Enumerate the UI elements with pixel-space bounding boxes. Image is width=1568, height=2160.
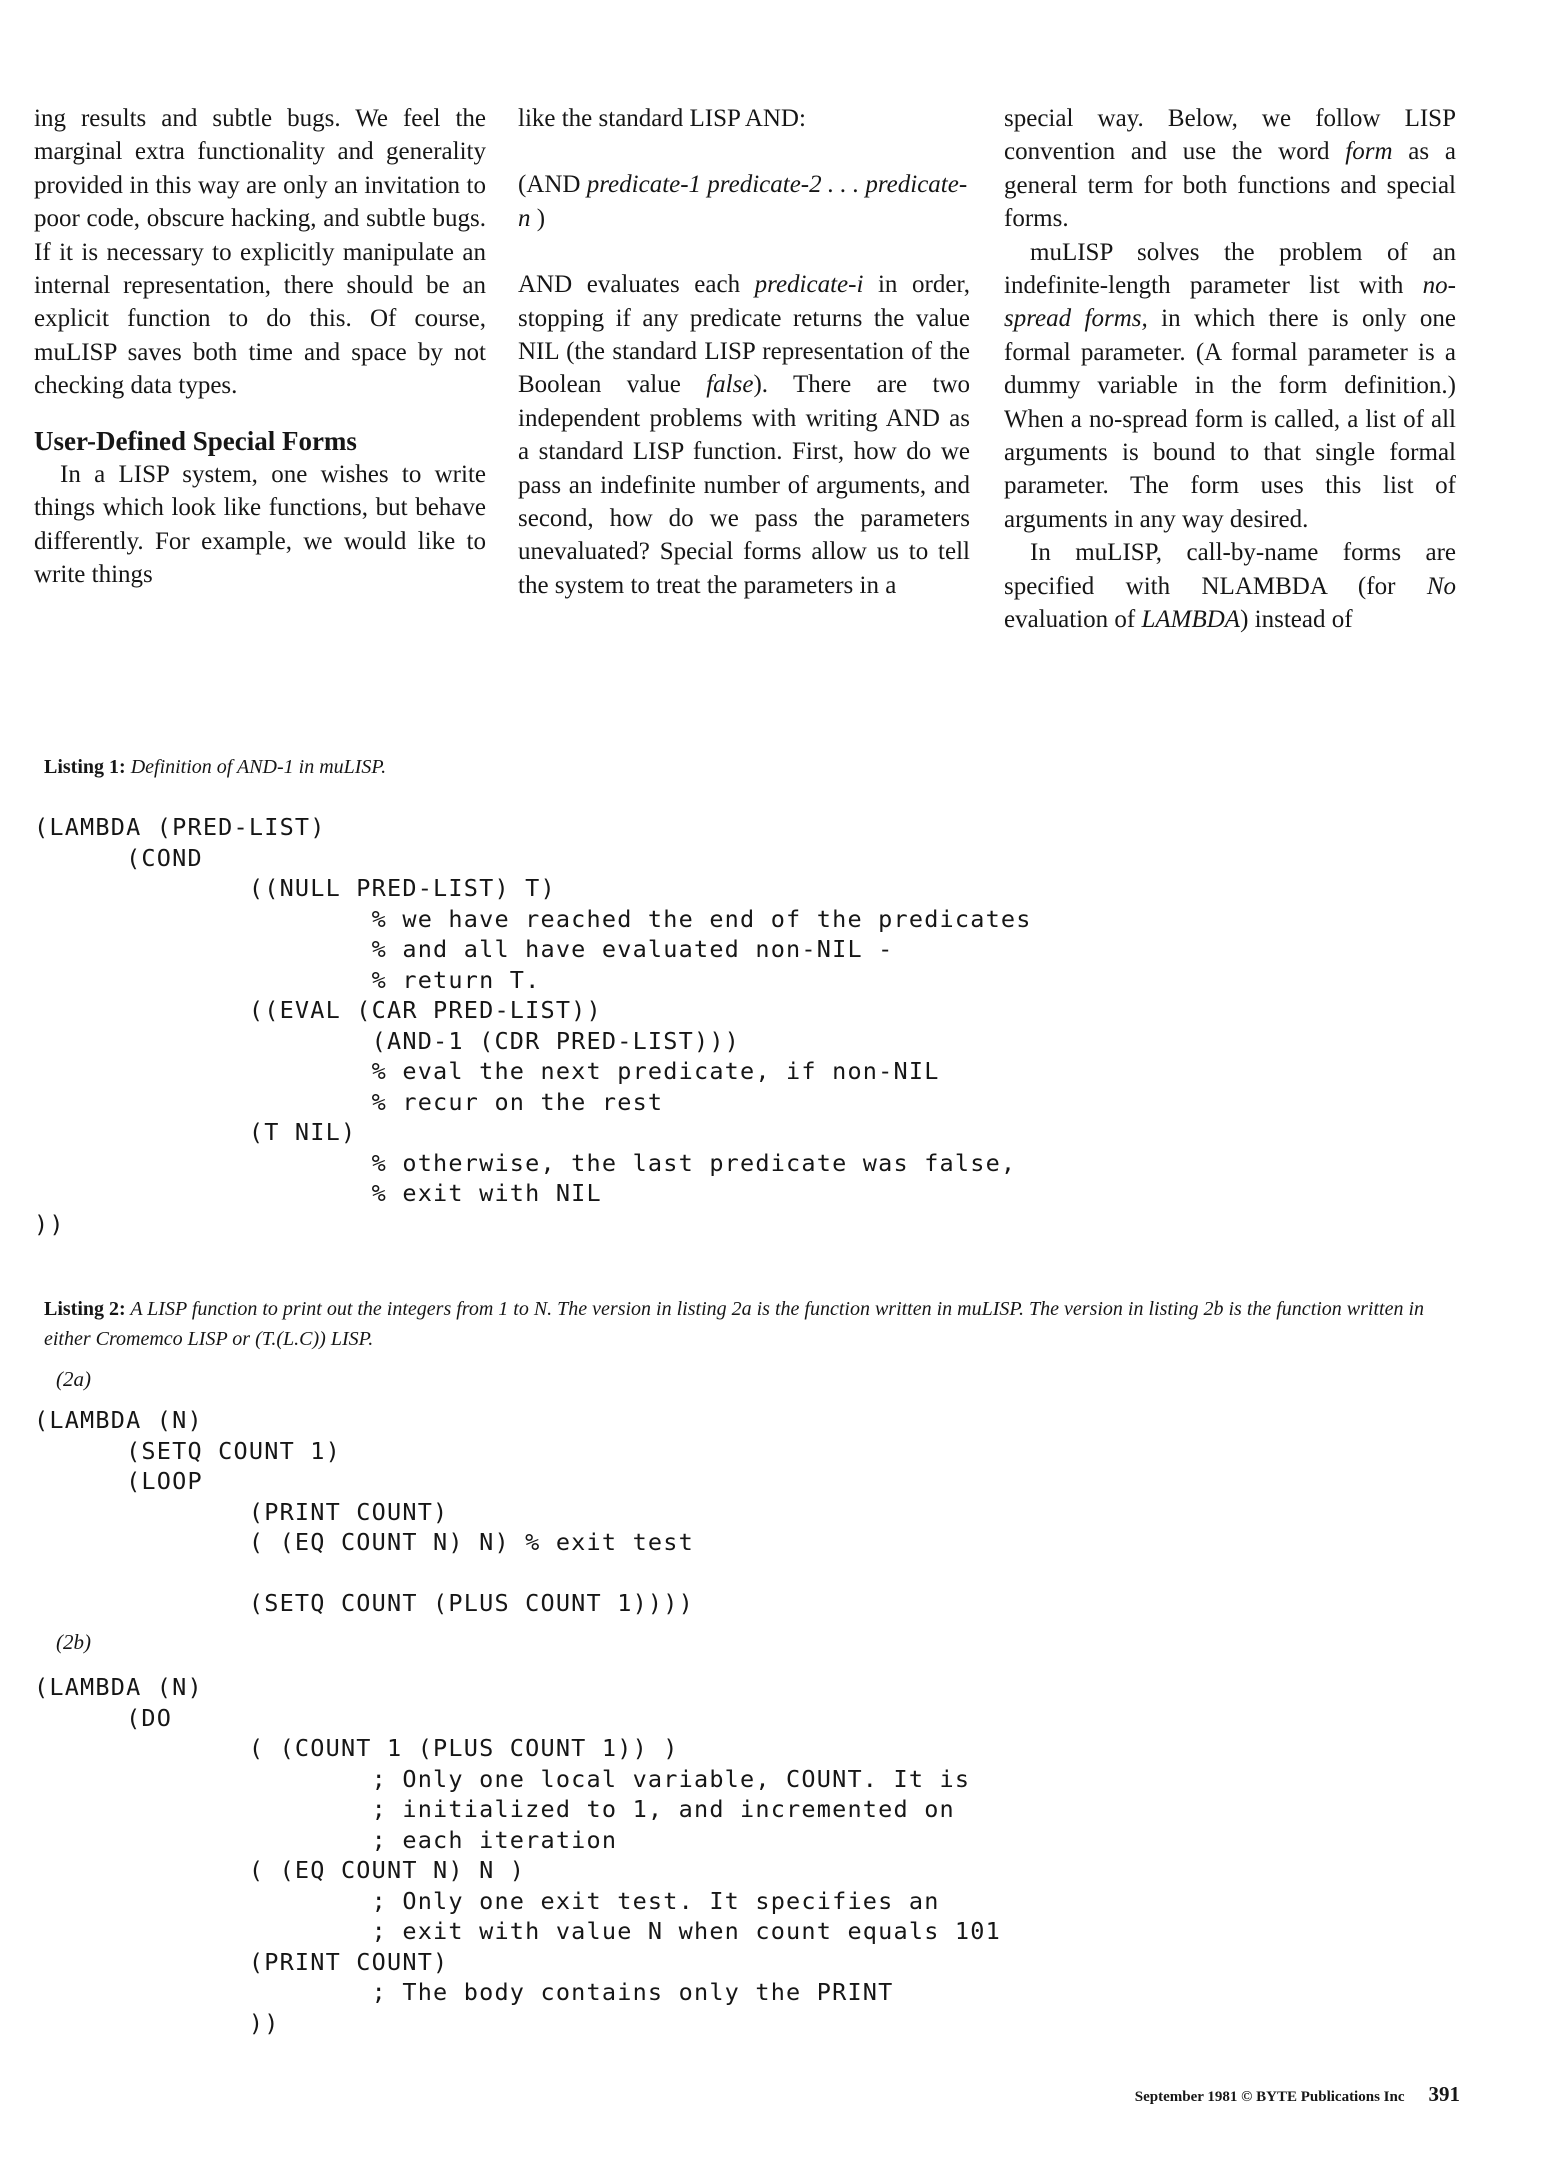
listing-2a-label: (2a) xyxy=(56,1367,91,1391)
and-close: ) xyxy=(530,204,546,232)
and-arguments: predicate-1 predicate-2 . . . predicate-n xyxy=(518,171,968,232)
page-footer xyxy=(1135,2082,1460,2107)
text-column-1 xyxy=(34,102,486,592)
and-keyword: (AND xyxy=(518,171,587,199)
text-column-2 xyxy=(518,102,970,602)
listing-2b-label: (2b) xyxy=(56,1630,91,1654)
text-column-3 xyxy=(1004,102,1456,637)
listing-2-caption: Listing 2: A LISP function to print out the integers from 1 to N. The version in listing 2a is the function written in muLISP. The version in listing 2b is the function written in either Cromemco LISP or (T.(L.C)) LISP. xyxy=(44,1298,1425,1350)
listing-1-code: (LAMBDA (PRED-LIST) (COND ((NULL PRED-LIST) T) % we have reached the end of the predicates % and all have evaluated non-NIL - % return T. ((EVAL (CAR PRED-LIST)) (AND-1 (CDR PRED-LIST))) % eval the next predicate, if non-NIL % recur on the rest (T NIL) % otherwise, the last predicate was false, % exit with NIL )) xyxy=(34,813,1032,1238)
paragraph: In muLISP, call-by-name forms are specified with NLAMBDA (for No evaluation of LAMBDA) instead of xyxy=(1004,539,1456,634)
paragraph: special way. Below, we follow LISP convention and use the word form as a general term for both functions and special forms. xyxy=(1004,105,1456,233)
publication-line: September 1981 © BYTE Publications Inc xyxy=(1134,2089,1405,2105)
paragraph: ing results and subtle bugs. We feel the marginal extra functionality and generality provided in this way are only an invitation to poor code, obscure hacking, and subtle bugs. If it is necessary to explicitly manipulate an internal representation, there should be an explicit function to do this. Of course, muLISP saves both time and space by not checking data types. xyxy=(34,105,486,400)
section-heading: User-Defined Special Forms xyxy=(34,425,357,456)
listing-label: Listing 1: xyxy=(44,756,126,778)
paragraph: like the standard LISP AND: xyxy=(518,105,806,132)
listing-label: Listing 2: xyxy=(44,1298,126,1320)
paragraph: In a LISP system, one wishes to write things which look like functions, but behave differently. For example, we would like to write things xyxy=(34,461,486,589)
paragraph: muLISP solves the problem of an indefinite-length parameter list with no-spread forms, in which there is only one formal parameter. (A formal parameter is a dummy variable in the form definition.) When a no-spread form is called, a list of all arguments is bound to that single formal parameter. The form uses this list of arguments in any way desired. xyxy=(1004,238,1456,533)
listing-2b-code: (LAMBDA (N) (DO ( (COUNT 1 (PLUS COUNT 1)) ) ; Only one local variable, COUNT. It is ; initialized to 1, and incremented on ; each iteration ( (EQ COUNT N) N ) ; Only one exit test. It specifies an ; exit with value N when count equals 101 (PRINT COUNT) ; The body contains only the PRINT )) xyxy=(34,1673,1001,2037)
and-syntax xyxy=(518,168,970,235)
paragraph: AND evaluates each predicate-i in order, stopping if any predicate returns the value NIL (the standard LISP representation of the Boolean value false). There are two independent problems with writing AND as a standard LISP function. First, how do we pass an indefinite number of arguments, and second, how do we pass the parameters unevaluated? Special forms allow us to tell the system to treat the parameters in a xyxy=(518,271,971,599)
page-number: 391 xyxy=(1428,2082,1460,2106)
listing-2a-code: (LAMBDA (N) (SETQ COUNT 1) (LOOP (PRINT COUNT) ( (EQ COUNT N) N) % exit test (SETQ COUNT (PLUS COUNT 1)))) xyxy=(34,1406,694,1617)
listing-1-caption: Listing 1: Definition of AND-1 in muLISP. xyxy=(44,756,387,778)
